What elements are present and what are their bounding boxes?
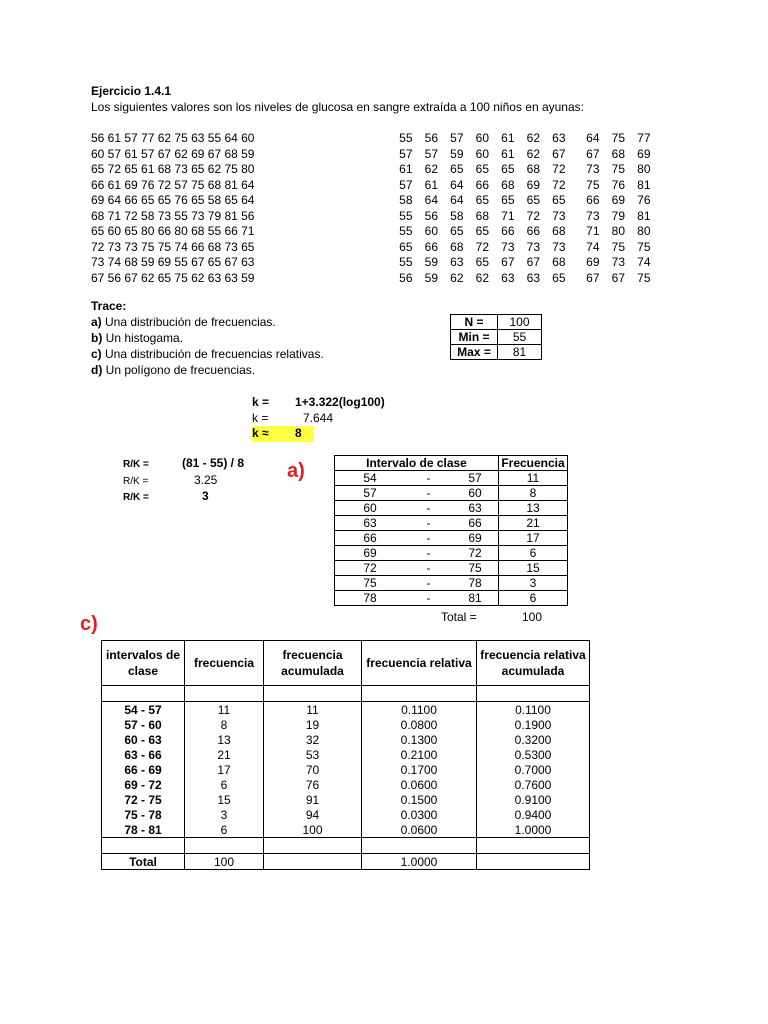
- raw-row: 73 74 68 59 69 55 67 65 67 63: [91, 255, 255, 269]
- raw-row: 66 61 69 76 72 57 75 68 81 64: [91, 177, 255, 192]
- table-row: 72 - 75 15 91 0.1500 0.9100: [102, 792, 590, 807]
- col-header: frecuencia relativa: [362, 641, 477, 686]
- sorted-row: 55 59 63 65 67 67 68 69 73 74: [399, 255, 651, 269]
- trace-item: b) Un histogama.: [91, 331, 184, 345]
- empty-row: [102, 838, 590, 854]
- raw-row: 72 73 73 75 75 74 66 68 73 65: [91, 239, 255, 254]
- sorted-row: 58 64 64 65 65 65 65 66 69 76: [399, 193, 651, 207]
- exercise-intro: Los siguientes valores son los niveles de glucosa en sangre extraída a 100 niños en ayunas:: [91, 100, 584, 114]
- table-row: 69 - 72 6: [335, 546, 568, 561]
- total-value: 100: [521, 610, 543, 624]
- raw-row: 56 61 57 77 62 75 63 55 64 60: [91, 131, 255, 145]
- table-row: 72 - 75 15: [335, 561, 568, 576]
- sorted-row: 57 57 59 60 61 62 67 67 68 69: [399, 146, 651, 161]
- trace-item: d) Un polígono de frecuencias.: [91, 363, 256, 377]
- trace-item: c) Una distribución de frecuencias relativas.: [91, 347, 324, 361]
- empty-row: [102, 686, 590, 702]
- col-header: frecuencia relativa acumulada: [477, 641, 590, 686]
- col-header: frecuencia: [185, 641, 264, 686]
- raw-data-block: [91, 131, 254, 286]
- raw-row: 65 60 65 80 66 80 68 55 66 71: [91, 224, 255, 238]
- stats-table: [450, 314, 542, 360]
- stats-row: Min = 55: [451, 330, 542, 345]
- trace-heading: Trace:: [91, 299, 127, 313]
- raw-row: 69 64 66 65 65 76 65 58 65 64: [91, 193, 255, 207]
- header-interval: Intervalo de clase: [335, 456, 499, 471]
- table-row: 75 - 78 3 94 0.0300 0.9400: [102, 807, 590, 822]
- table-row: 66 - 69 17: [335, 531, 568, 546]
- table-row: 57 - 60 8 19 0.0800 0.1900: [102, 717, 590, 732]
- sorted-row: 55 56 58 68 71 72 73 73 79 81: [399, 208, 651, 223]
- stats-row: Max = 81: [451, 345, 542, 360]
- section-c-marker: c): [80, 613, 98, 635]
- sorted-row: 61 62 65 65 65 68 72 73 75 80: [399, 162, 651, 176]
- table-row: 54 - 57 11: [335, 471, 568, 486]
- sorted-row: 55 60 65 65 66 66 68 71 80 80: [399, 224, 651, 238]
- frequency-table: [334, 455, 568, 606]
- table-row: 78 - 81 6 100 0.0600 1.0000: [102, 822, 590, 838]
- col-header: intervalos de clase: [102, 641, 185, 686]
- k-result-highlight: k ≈ 8: [252, 426, 314, 442]
- sorted-data-block: [387, 131, 651, 286]
- exercise-title: Ejercicio 1.4.1: [91, 84, 172, 98]
- stats-row: N = 100: [451, 315, 542, 330]
- raw-row: 65 72 65 61 68 73 65 62 75 80: [91, 162, 255, 176]
- table-row: 60 - 63 13: [335, 501, 568, 516]
- raw-row: 60 57 61 57 67 62 69 67 68 59: [91, 146, 255, 161]
- table-row: 63 - 66 21 53 0.2100 0.5300: [102, 747, 590, 762]
- k-calculation: k = 1+3.322(log100) k = 7.644 k ≈ 8: [252, 395, 385, 440]
- sorted-row: 57 61 64 66 68 69 72 75 76 81: [399, 177, 651, 192]
- raw-row: 67 56 67 62 65 75 62 63 63 59: [91, 270, 255, 285]
- sorted-row: 55 56 57 60 61 62 63 64 75 77: [399, 131, 651, 145]
- rk-calculation: R/K = (81 - 55) / 8 R/K = 3.25 R/K = 3: [123, 456, 245, 503]
- raw-row: 68 71 72 58 73 55 73 79 81 56: [91, 208, 255, 223]
- relative-frequency-table: [101, 640, 590, 870]
- table-row: 78 - 81 6: [335, 591, 568, 606]
- col-header: frecuencia acumulada: [264, 641, 362, 686]
- table-row: 57 - 60 8: [335, 486, 568, 501]
- total-label: Total =: [441, 610, 477, 624]
- header-frequency: Frecuencia: [499, 456, 568, 471]
- total-row: Total 100 1.0000: [102, 854, 590, 870]
- table-row: 60 - 63 13 32 0.1300 0.3200: [102, 732, 590, 747]
- table-row: 66 - 69 17 70 0.1700 0.7000: [102, 762, 590, 777]
- trace-item: a) Una distribución de frecuencias.: [91, 315, 276, 329]
- sorted-row: 65 66 68 72 73 73 73 74 75 75: [399, 239, 651, 254]
- table-row: 75 - 78 3: [335, 576, 568, 591]
- table-row: 69 - 72 6 76 0.0600 0.7600: [102, 777, 590, 792]
- table-row: 63 - 66 21: [335, 516, 568, 531]
- trace-list: [91, 298, 324, 378]
- table-row: 54 - 57 11 11 0.1100 0.1100: [102, 702, 590, 718]
- sorted-row: 56 59 62 62 63 63 65 67 67 75: [399, 270, 651, 285]
- section-a-marker: a): [287, 460, 305, 482]
